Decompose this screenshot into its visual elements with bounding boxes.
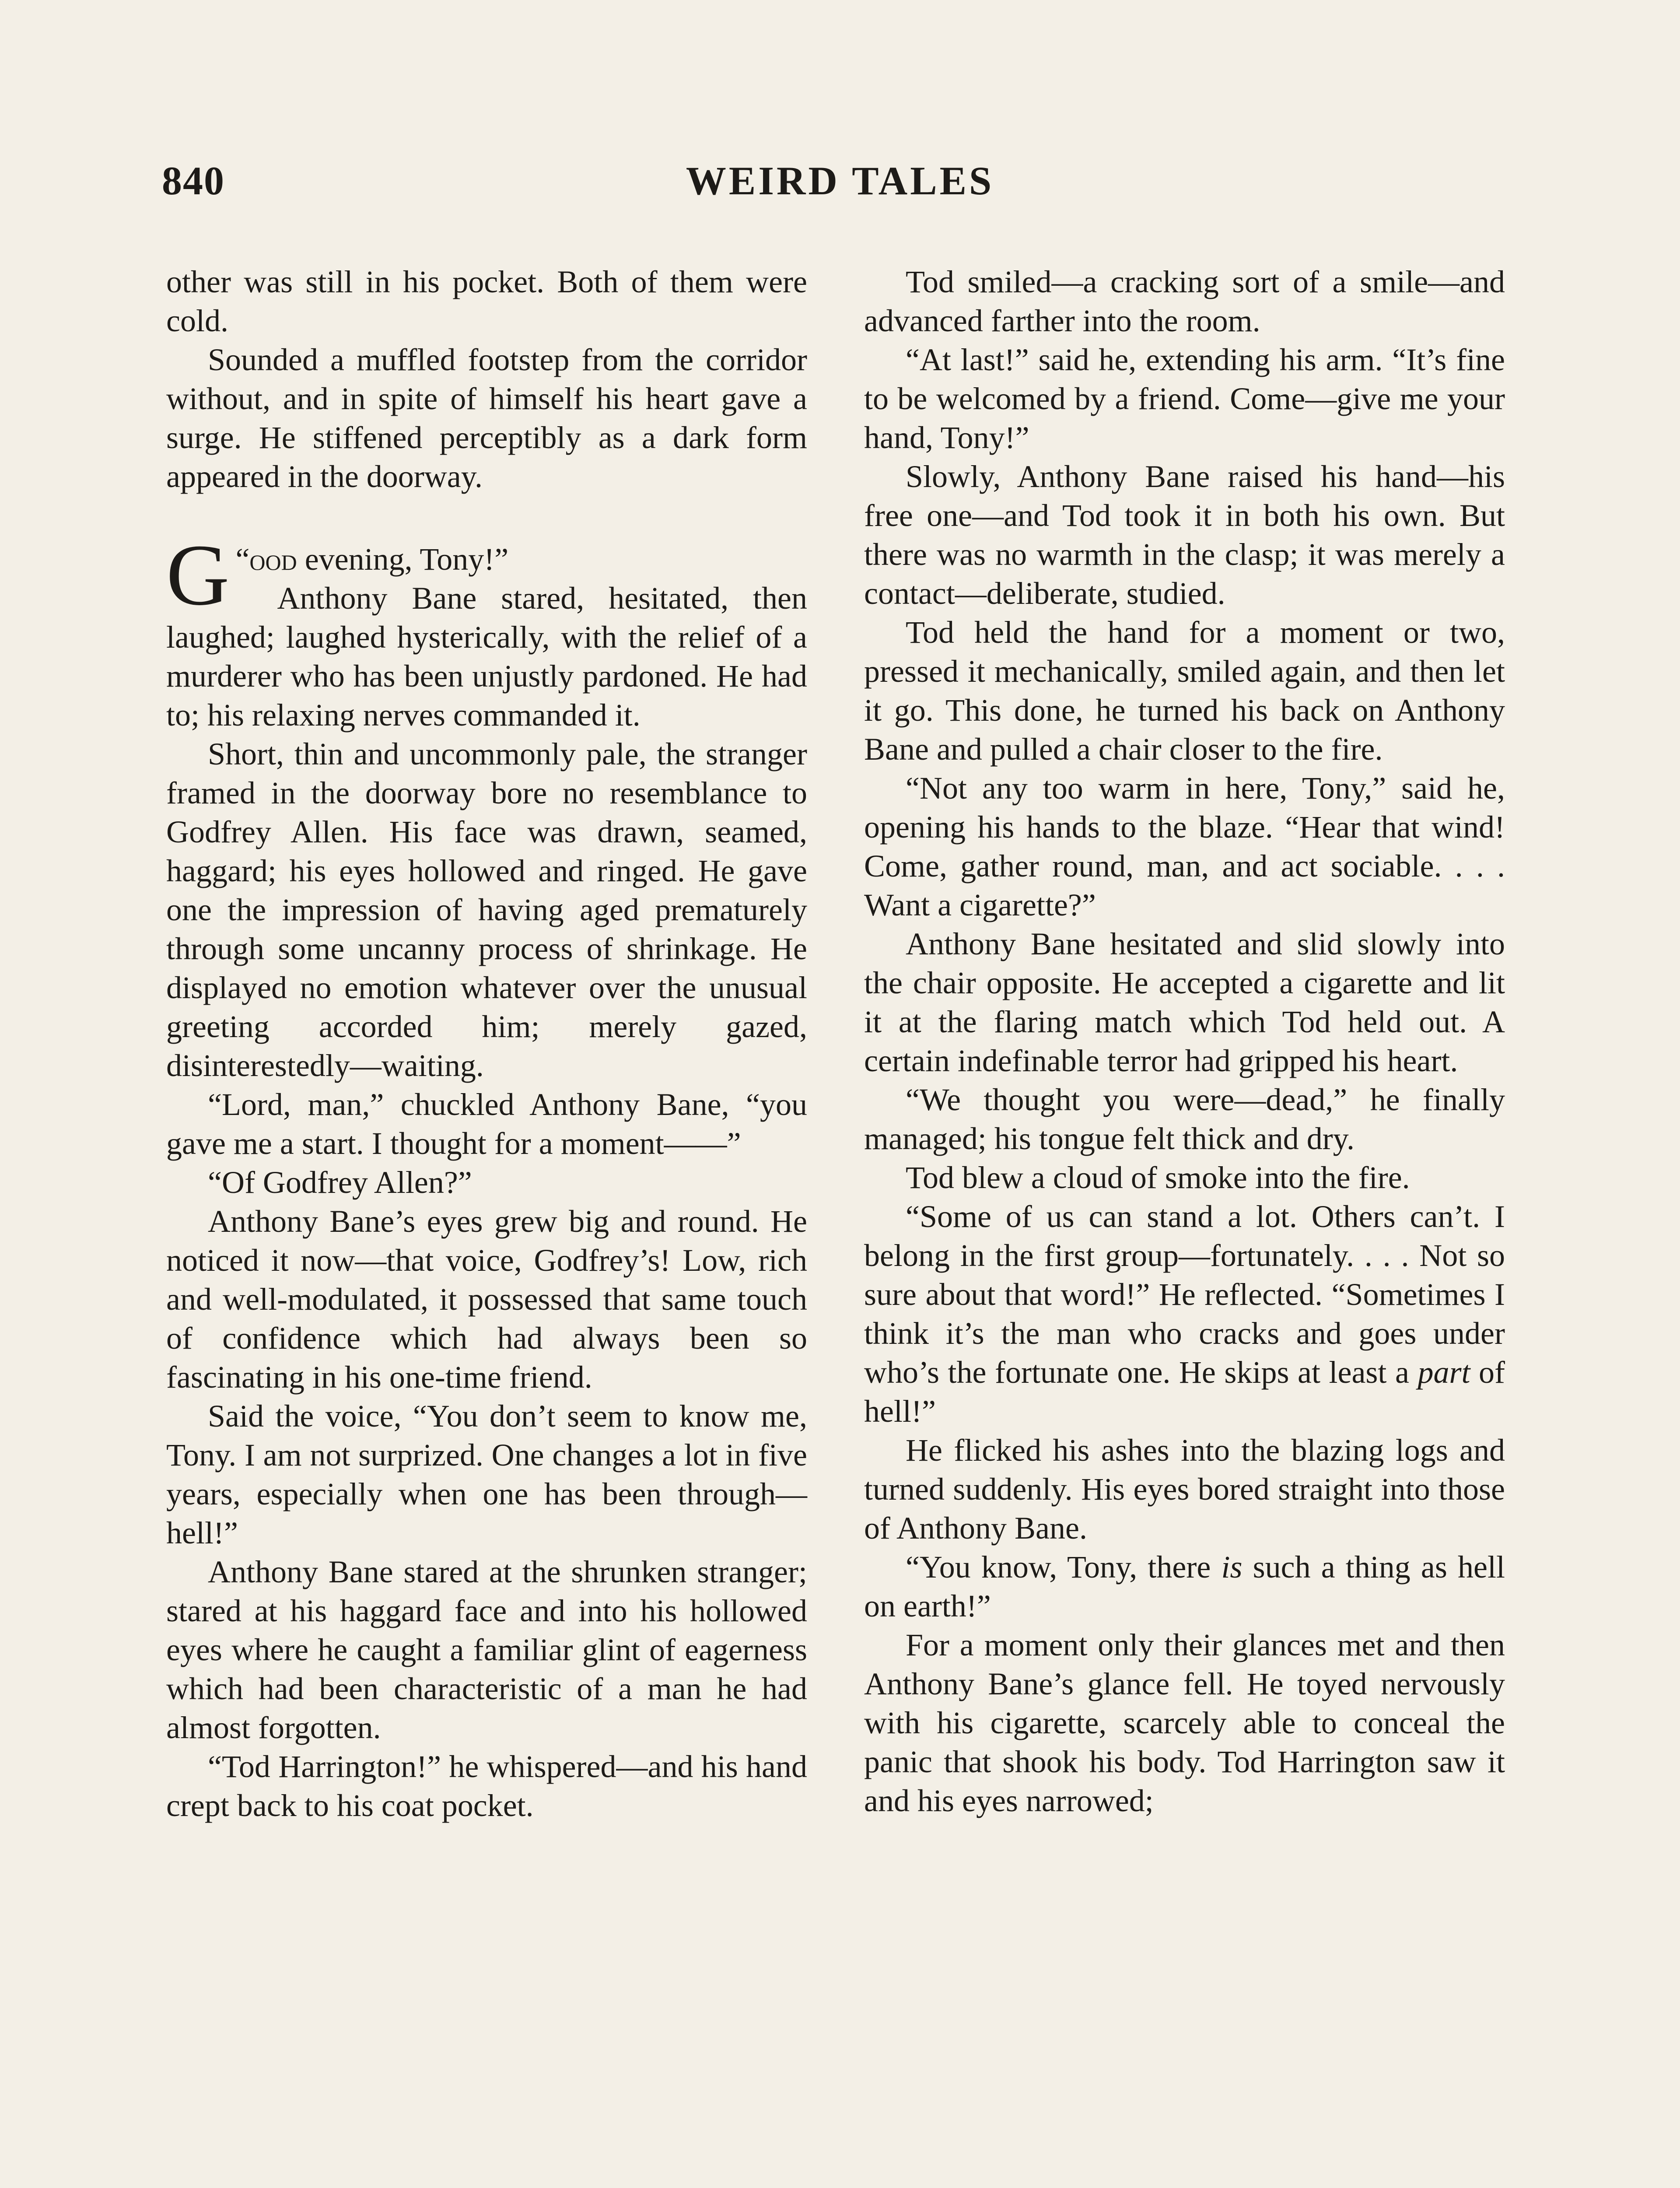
open-quote: “ bbox=[235, 542, 250, 577]
paragraph: “At last!” said he, extending his arm. “It’s fine to be welcomed by a friend. Come—give me your hand, Tony!” bbox=[864, 342, 1505, 455]
paragraph: Slowly, Anthony Bane raised his hand—his free one—and Tod took it in both his own. But there was no warmth in the clasp; it was merely a contact—deliberate, studied. bbox=[864, 459, 1505, 611]
paragraph bbox=[864, 1548, 1505, 1626]
paragraph: “We thought you were—dead,” he finally managed; his tongue felt thick and dry. bbox=[864, 1082, 1505, 1156]
paragraph bbox=[864, 1197, 1505, 1431]
paragraph: Anthony Bane’s eyes grew big and round. He noticed it now—that voice, Godfrey’s! Low, rich and well-modulated, it possessed that same touch of confidence which had always been so fascinating in his one-time friend. bbox=[166, 1204, 807, 1395]
page-header bbox=[162, 158, 1518, 219]
paragraph: “Lord, man,” chuckled Anthony Bane, “you gave me a start. I thought for a moment——” bbox=[166, 1087, 807, 1161]
paragraph: Short, thin and uncommonly pale, the stranger framed in the doorway bore no resemblance to Godfrey Allen. His face was drawn, seamed, haggard; his eyes hollowed and ringed. He gave one the impression of having aged prematurely through some uncanny process of shrinkage. He displayed no emotion whatever over the unusual greeting accorded him; merely gazed, disinterestedly—waiting. bbox=[166, 736, 807, 1083]
paragraph: Said the voice, “You don’t seem to know me, Tony. I am not surprized. One changes a lot in five years, especially when one has been through—hell!” bbox=[166, 1399, 807, 1550]
paragraph: “Of Godfrey Allen?” bbox=[208, 1165, 472, 1200]
paragraph: “Not any too warm in here, Tony,” said he, opening his hands to the blaze. “Hear that wind! Come, gather round, man, and act sociable. . . . Want a cigarette?” bbox=[864, 771, 1505, 922]
italic-text: is bbox=[1221, 1550, 1242, 1585]
paragraph: “Tod Harrington!” he whispered—and his hand crept back to his coat pocket. bbox=[166, 1749, 807, 1823]
drop-cap: G bbox=[166, 527, 230, 624]
paragraph: Anthony Bane stared, hesitated, then laughed; laughed hysterically, with the relief of a murderer who has been unjustly pardoned. He had to; his relaxing nerves commanded it. bbox=[166, 581, 807, 733]
paragraph: Tod smiled—a cracking sort of a smile—and advanced farther into the room. bbox=[864, 264, 1505, 338]
left-column bbox=[166, 263, 807, 1825]
paragraph-text: such a thing as hell on earth!” bbox=[864, 1550, 1505, 1623]
paragraph: He flicked his ashes into the blazing logs and turned suddenly. His eyes bored straight into those of Anthony Bane. bbox=[864, 1433, 1505, 1546]
paragraph: other was still in his pocket. Both of them were cold. bbox=[166, 264, 807, 338]
italic-text: part bbox=[1418, 1355, 1470, 1390]
right-column bbox=[864, 263, 1505, 1820]
paragraph: Sounded a muffled footstep from the corridor without, and in spite of himself his heart gave a surge. He stiffened perceptibly as a dark form appeared in the doorway. bbox=[166, 342, 807, 494]
paragraph: Anthony Bane hesitated and slid slowly into the chair opposite. He accepted a cigarette and lit it at the flaring match which Tod held out. A certain indefinable terror had gripped his heart. bbox=[864, 926, 1505, 1078]
page-number: 840 bbox=[162, 158, 225, 203]
paragraph-text: “You know, Tony, there bbox=[906, 1550, 1222, 1585]
paragraph: Tod held the hand for a moment or two, pressed it mechanically, smiled again, and then let it go. This done, he turned his back on Anthony Bane and pulled a chair closer to the fire. bbox=[864, 615, 1505, 767]
paragraph-text: of hell!” bbox=[864, 1355, 1505, 1429]
paragraph: Tod blew a cloud of smoke into the fire. bbox=[906, 1160, 1410, 1195]
running-head: WEIRD TALES bbox=[686, 158, 994, 203]
small-caps-text: ood bbox=[249, 542, 297, 577]
paragraph-text: evening, Tony!” bbox=[297, 542, 509, 577]
paragraph-text: “Some of us can stand a lot. Others can’t. I belong in the first group—fortunately. . . . Not so sure about that word!” He reflected. “Sometimes I think it’s the man who cracks and goes under who’s the fortunate one. He skips at least a bbox=[864, 1199, 1505, 1390]
paragraph: Anthony Bane stared at the shrunken stranger; stared at his haggard face and into his hollowed eyes where he caught a familiar glint of eagerness which had been characteristic of a man he had almost forgotten. bbox=[166, 1554, 807, 1745]
section-opening-paragraph bbox=[166, 527, 807, 624]
paragraph: For a moment only their glances met and then Anthony Bane’s glance fell. He toyed nervously with his cigarette, scarcely able to conceal the panic that shook his body. Tod Harrington saw it and his eyes narrowed; bbox=[864, 1627, 1505, 1818]
